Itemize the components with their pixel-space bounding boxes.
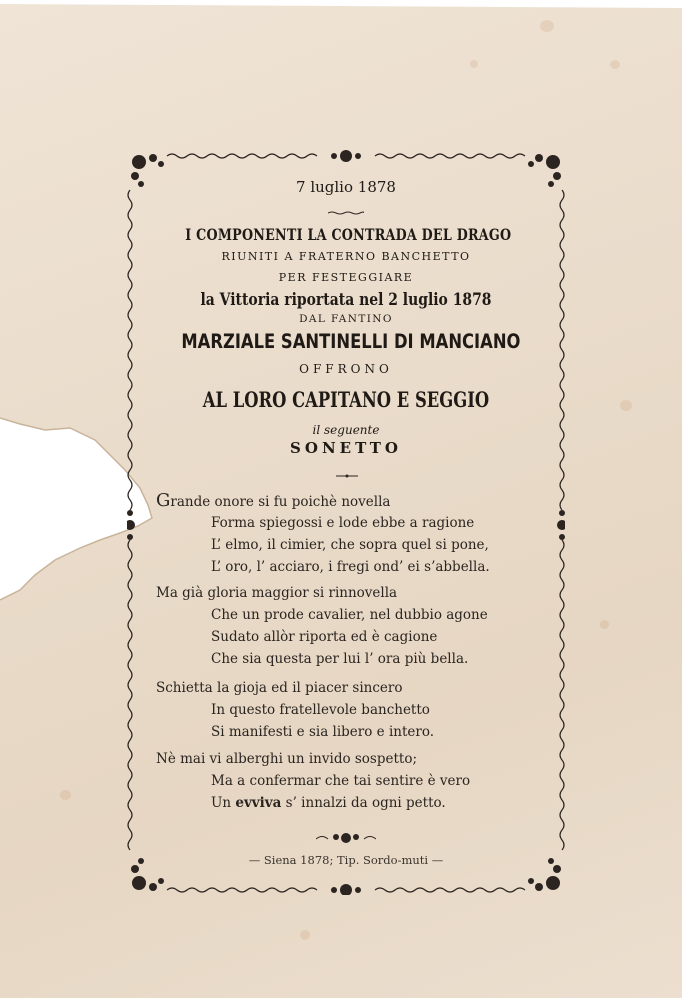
poem-line: Ma a confermar che tai sentire è vero <box>211 773 471 789</box>
printer-imprint: — Siena 1878; Tip. Sordo-muti — <box>248 853 444 867</box>
heading-dash-ornament <box>336 463 358 467</box>
poem-word: s’ innalzi da ogni petto. <box>281 795 446 811</box>
right-mid-ornament <box>557 510 565 540</box>
title-line-5: DAL FANTINO <box>299 313 393 325</box>
title-line-2: RIUNITI A FRATERNO BANCHETTO <box>221 250 471 263</box>
footer-ornament <box>316 830 376 844</box>
poem-line: In questo fratellevole banchetto <box>211 702 430 718</box>
poem-line: Sudato allòr riporta ed è cagione <box>211 629 438 645</box>
document-date: 7 luglio 1878 <box>296 178 396 196</box>
poem-line: L’ oro, l’ acciaro, i fregi ond’ ei s’abbella. <box>211 559 490 575</box>
drop-cap: G <box>156 490 171 511</box>
poem-word: Un <box>211 795 236 811</box>
title-line-3: PER FESTEGGIARE <box>278 271 414 284</box>
poem-line <box>156 792 546 814</box>
title-line-4: la Vittoria riportata nel 2 luglio 1878 <box>200 290 492 310</box>
evviva-word: evviva <box>235 795 282 811</box>
poem-line: rande onore si fu poichè novella <box>170 494 391 510</box>
title-line-9: il seguente <box>312 423 380 437</box>
poem-line: Schietta la gioja ed il piacer sincero <box>156 680 403 696</box>
title-line-8: AL LORO CAPITANO E SEGGIO <box>202 387 490 412</box>
stanza-1 <box>156 490 546 578</box>
poem-line: Si manifesti e sia libero e intero. <box>211 724 435 740</box>
poem-line: Nè mai vi alberghi un invido sospetto; <box>156 751 418 767</box>
stanza-3 <box>156 677 546 743</box>
poem-line: Forma spiegossi e lode ebbe a ragione <box>211 515 475 531</box>
stanza-4 <box>156 748 546 814</box>
left-mid-ornament <box>127 510 135 540</box>
poem-line: Che sia questa per lui l’ ora più bella. <box>211 651 469 667</box>
stanza-2 <box>156 582 546 670</box>
poem-line: L’ elmo, il cimier, che sopra quel si pone, <box>211 537 489 553</box>
document-content <box>150 150 542 895</box>
sonnet-heading: SONETTO <box>290 439 402 457</box>
date-underline-ornament <box>328 200 364 204</box>
title-line-1: I COMPONENTI LA CONTRADA DEL DRAGO <box>185 225 512 244</box>
title-line-7: OFFRONO <box>299 362 393 376</box>
jockey-name: MARZIALE SANTINELLI DI MANCIANO <box>181 330 521 353</box>
poem-line: Che un prode cavalier, nel dubbio agone <box>211 607 488 623</box>
poem-line: Ma già gloria maggior si rinnovella <box>156 585 398 601</box>
